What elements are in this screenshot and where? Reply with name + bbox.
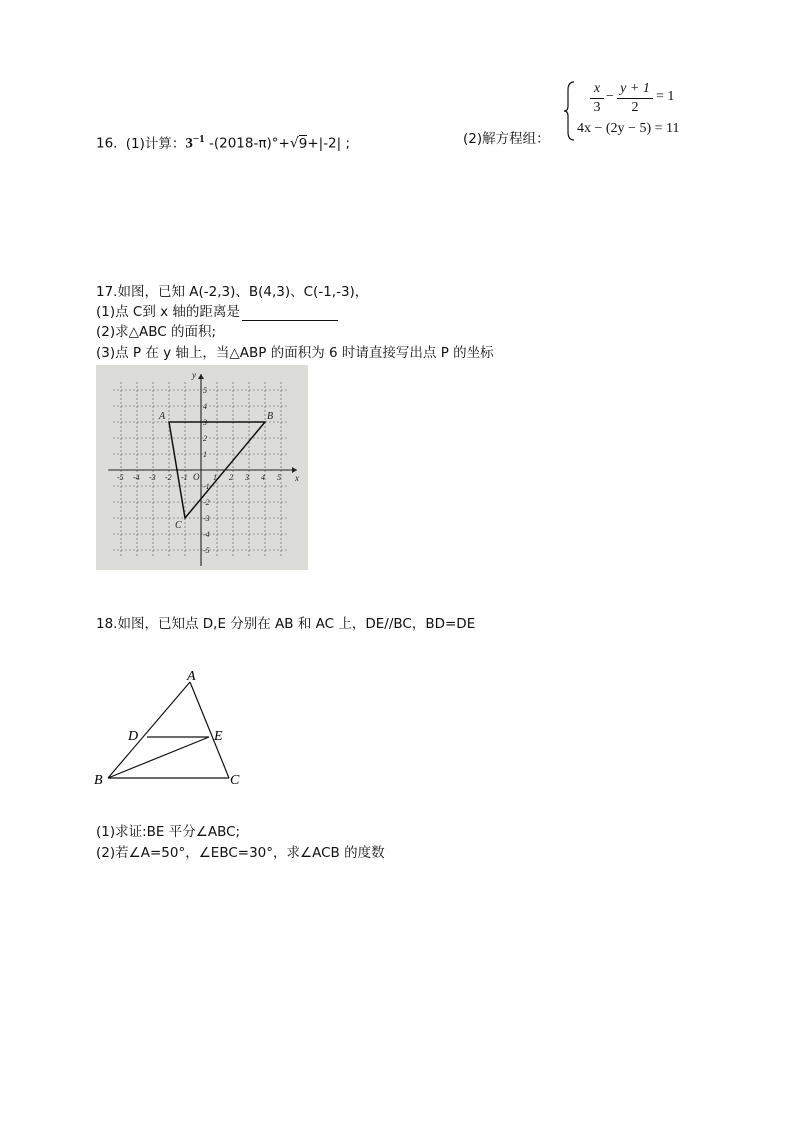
y-axis-arrow-icon: [198, 374, 204, 379]
x-tick-label: 2: [229, 473, 233, 482]
eq1-num1: x: [593, 81, 601, 96]
eq1-den2: 2: [631, 100, 639, 115]
x-tick-label: -5: [117, 473, 124, 482]
origin-label: O: [193, 472, 200, 482]
x-tick-label: 4: [261, 473, 265, 482]
x-tick-label: 1: [213, 473, 217, 482]
eq2: 4x − (2y − 5) = 11: [577, 121, 680, 136]
label-e: E: [214, 729, 223, 744]
segment-be: [108, 737, 209, 778]
sqrt-icon: √: [289, 135, 299, 152]
answer-blank[interactable]: [242, 306, 338, 321]
y-axis-label: y: [192, 370, 196, 380]
y-tick-label: -2: [203, 498, 210, 507]
y-tick-label: 1: [203, 450, 207, 459]
q16-expr-exp: −1: [192, 133, 205, 145]
eq1-num2: y + 1: [620, 81, 650, 96]
brace-icon: [563, 80, 577, 142]
eq1-rhs: = 1: [656, 89, 675, 104]
q17-sub1: [96, 303, 338, 321]
point-b-label: B: [267, 411, 274, 422]
q18-sub1: (1)求证:BE 平分∠ABC;: [96, 824, 241, 840]
x-tick-label: 3: [245, 473, 249, 482]
y-tick-label: 3: [203, 418, 207, 427]
label-b: B: [94, 773, 103, 788]
eq1-minus: −: [606, 89, 614, 104]
q16-number: 16.: [96, 135, 118, 152]
point-a-label: A: [159, 411, 166, 422]
point-c-label: C: [175, 520, 182, 531]
eq1-den1: 3: [593, 100, 601, 115]
y-tick-label: 5: [203, 386, 207, 395]
x-tick-label: 5: [277, 473, 281, 482]
eq1-fracline1: [590, 98, 604, 99]
y-tick-label: -4: [203, 530, 210, 539]
side-ab: [108, 682, 190, 778]
q18-sub2: (2)若∠A=50°，∠EBC=30°，求∠ACB 的度数: [96, 845, 385, 861]
q16-expr-tail: +|-2| ;: [307, 135, 351, 152]
q18-title: 18.如图，已知点 D,E 分别在 AB 和 AC 上，DE//BC，BD=DE: [96, 616, 476, 632]
q18-triangle-figure: [92, 662, 252, 792]
label-c: C: [230, 773, 240, 788]
x-axis-label: x: [295, 473, 299, 483]
x-tick-label: -4: [133, 473, 140, 482]
q17-title: 17.如图，已知 A(-2,3)、B(4,3)、C(-1,-3)，: [96, 284, 369, 300]
y-tick-label: -5: [203, 546, 210, 555]
q16-expr-rest: -(2018-π)°+: [204, 135, 290, 152]
q17-coordinate-grid: [96, 365, 308, 570]
q17-sub3: (3)点 P 在 y 轴上，当△ABP 的面积为 6 时请直接写出点 P 的坐标: [96, 345, 494, 361]
q16-sqrt-arg: 9: [298, 135, 308, 152]
q16-part2-label: (2)解方程组：: [463, 131, 550, 147]
y-tick-label: 4: [203, 402, 207, 411]
label-d: D: [128, 729, 139, 744]
x-tick-label: -2: [165, 473, 172, 482]
q17-sub1-text: (1)点 C到 x 轴的距离是: [96, 304, 240, 320]
q16-line: [96, 130, 350, 153]
q16-expr-base: 3: [185, 135, 193, 152]
q17-figure-photo: [96, 365, 308, 570]
q17-sub2: (2)求△ABC 的面积;: [96, 324, 217, 340]
x-tick-label: -1: [181, 473, 188, 482]
y-tick-label: 2: [203, 434, 207, 443]
tick-labels: [117, 370, 299, 555]
x-tick-label: -3: [149, 473, 156, 482]
q16-part1-label: (1)计算：: [125, 135, 186, 152]
eq1-fracline2: [617, 98, 653, 99]
y-tick-label: -1: [203, 482, 210, 491]
y-tick-label: -3: [203, 514, 210, 523]
side-ac: [190, 682, 229, 778]
label-a: A: [187, 669, 196, 684]
